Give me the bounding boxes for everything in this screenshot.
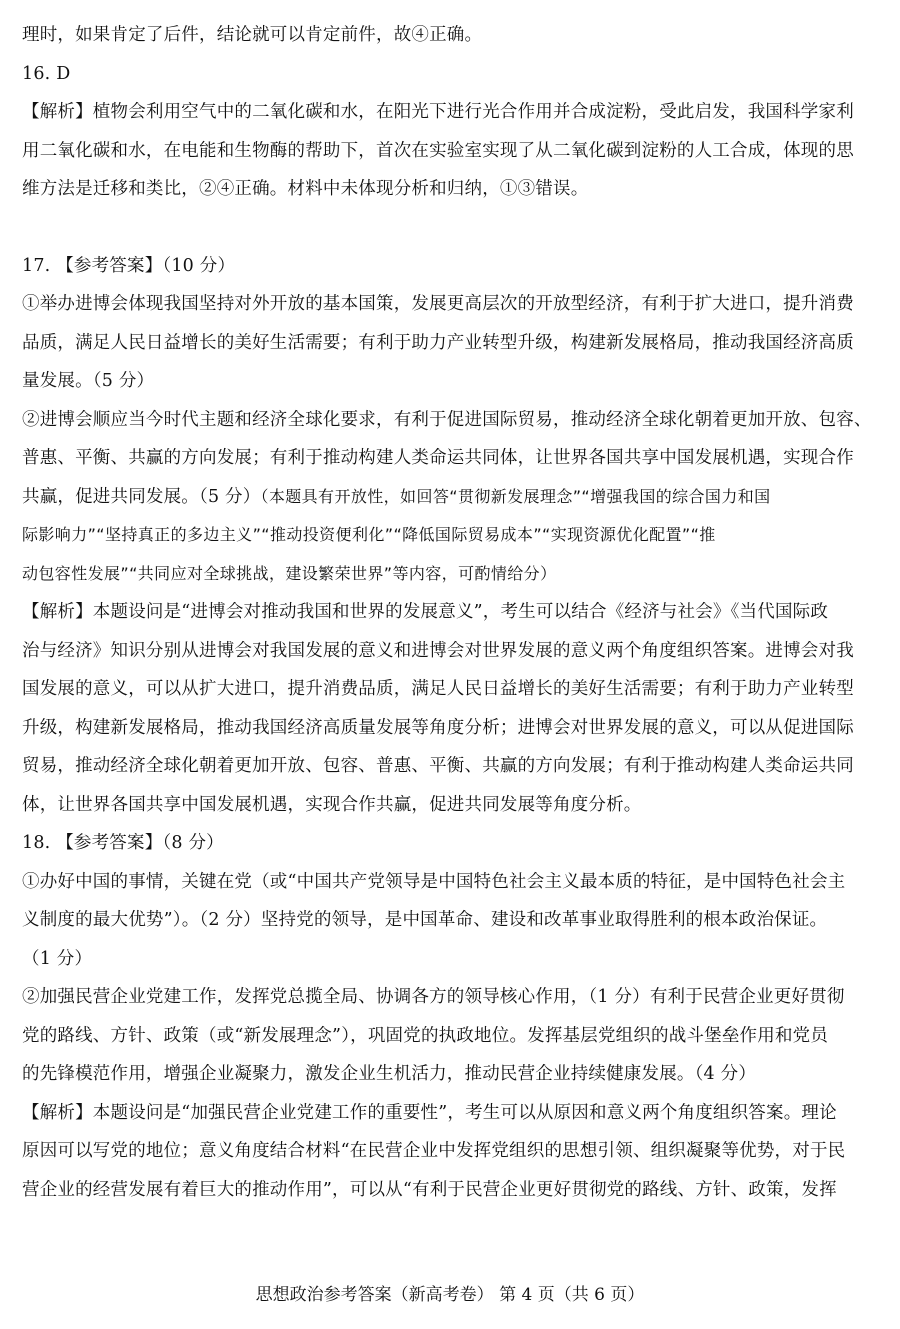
text-line: 理时，如果肯定了后件，结论就可以肯定前件，故④正确。 [22,25,483,45]
page-content [22,16,884,1209]
question-17-heading: 17. 【参考答案】（10 分） [22,255,236,276]
text-line: 国发展的意义，可以从扩大进口，提升消费品质，满足人民日益增长的美好生活需要；有利于助力产业转型 [22,679,854,699]
text-line: 党的路线、方针、政策（或“新发展理念”），巩固党的执政地位。发挥基层党组织的战斗堡垒作用和党员 [22,1025,829,1046]
text-line: ②进博会顺应当今时代主题和经济全球化要求，有利于促进国际贸易，推动经济全球化朝着更加开放、包容、 [22,409,872,430]
text-line: 原因可以写党的地位；意义角度结合材料“在民营企业中发挥党组织的思想引领、组织凝聚等优势，对于民 [22,1141,846,1161]
text-line: 用二氧化碳和水，在电能和生物酶的帮助下，首次在实验室实现了从二氧化碳到淀粉的人工合成，体现的思 [22,140,854,161]
text-line: 【解析】本题设问是“加强民营企业党建工作的重要性”，考生可以从原因和意义两个角度组织答案。理论 [22,1102,837,1123]
text-line: 治与经济》知识分别从进博会对我国发展的意义和进博会对世界发展的意义两个角度组织答案。进博会对我 [22,640,854,661]
text-line: ②加强民营企业党建工作，发挥党总揽全局、协调各方的领导核心作用，（1 分）有利于民营企业更好贯彻 [22,987,845,1007]
open-question-note: 动包容性发展”“共同应对全球挑战，建设繁荣世界”等内容，可酌情给分） [22,563,557,583]
text-line: 维方法是迁移和类比，②④正确。材料中未体现分析和归纳，①③错误。 [22,179,589,199]
question-16-answer: 16. D [22,63,71,84]
text-line: ①举办进博会体现我国坚持对外开放的基本国策，发展更高层次的开放型经济，有利于扩大进口，提升消费 [22,294,854,314]
text-line: 升级，构建新发展格局，推动我国经济高质量发展等角度分析；进博会对世界发展的意义，可以从促进国际 [22,717,854,738]
text-line: 品质，满足人民日益增长的美好生活需要；有利于助力产业转型升级，构建新发展格局，推动我国经济高质 [22,332,854,353]
text-line: 【解析】植物会利用空气中的二氧化碳和水，在阳光下进行光合作用并合成淀粉，受此启发，我国科学家利 [22,102,854,122]
open-question-note: 际影响力”“坚持真正的多边主义”“推动投资便利化”“降低国际贸易成本”“实现资源优化配置”“推 [22,525,716,544]
open-question-note: （本题具有开放性，如回答“贯彻新发展理念”“增强我国的综合国力和国 [260,486,771,506]
text-line: 义制度的最大优势”）。（2 分）坚持党的领导，是中国革命、建设和改革事业取得胜利的根本政治保证。 [22,910,828,930]
text-line: 的先锋模范作用，增强企业凝聚力，激发企业生机活力，推动民营企业持续健康发展。（4 分） [22,1064,757,1084]
text-line: （1 分） [22,948,93,969]
text-line: 量发展。（5 分） [22,371,155,391]
text-line: 营企业的经营发展有着巨大的推动作用”，可以从“有利于民营企业更好贯彻党的路线、方针、政策，发挥 [22,1179,837,1200]
text-line: 体，让世界各国共享中国发展机遇，实现合作共赢，促进共同发展等角度分析。 [22,794,642,815]
page-footer: 思想政治参考答案（新高考卷） 第 4 页（共 6 页） [255,1285,645,1305]
text-segment: 共赢，促进共同发展。（5 分） [22,486,261,507]
text-line: 【解析】本题设问是“进博会对推动我国和世界的发展意义”，考生可以结合《经济与社会》《当代国际政 [22,602,829,622]
text-line: ①办好中国的事情，关键在党（或“中国共产党领导是中国特色社会主义最本质的特征，是中国特色社会主 [22,871,846,892]
text-line: 普惠、平衡、共赢的方向发展；有利于推动构建人类命运共同体，让世界各国共享中国发展机遇，实现合作 [22,448,854,468]
text-line: 贸易，推动经济全球化朝着更加开放、包容、普惠、平衡、共赢的方向发展；有利于推动构建人类命运共同 [22,756,854,776]
question-18-heading: 18. 【参考答案】（8 分） [22,833,224,853]
paragraph-gap [22,209,884,247]
text-line-with-note [22,478,884,517]
